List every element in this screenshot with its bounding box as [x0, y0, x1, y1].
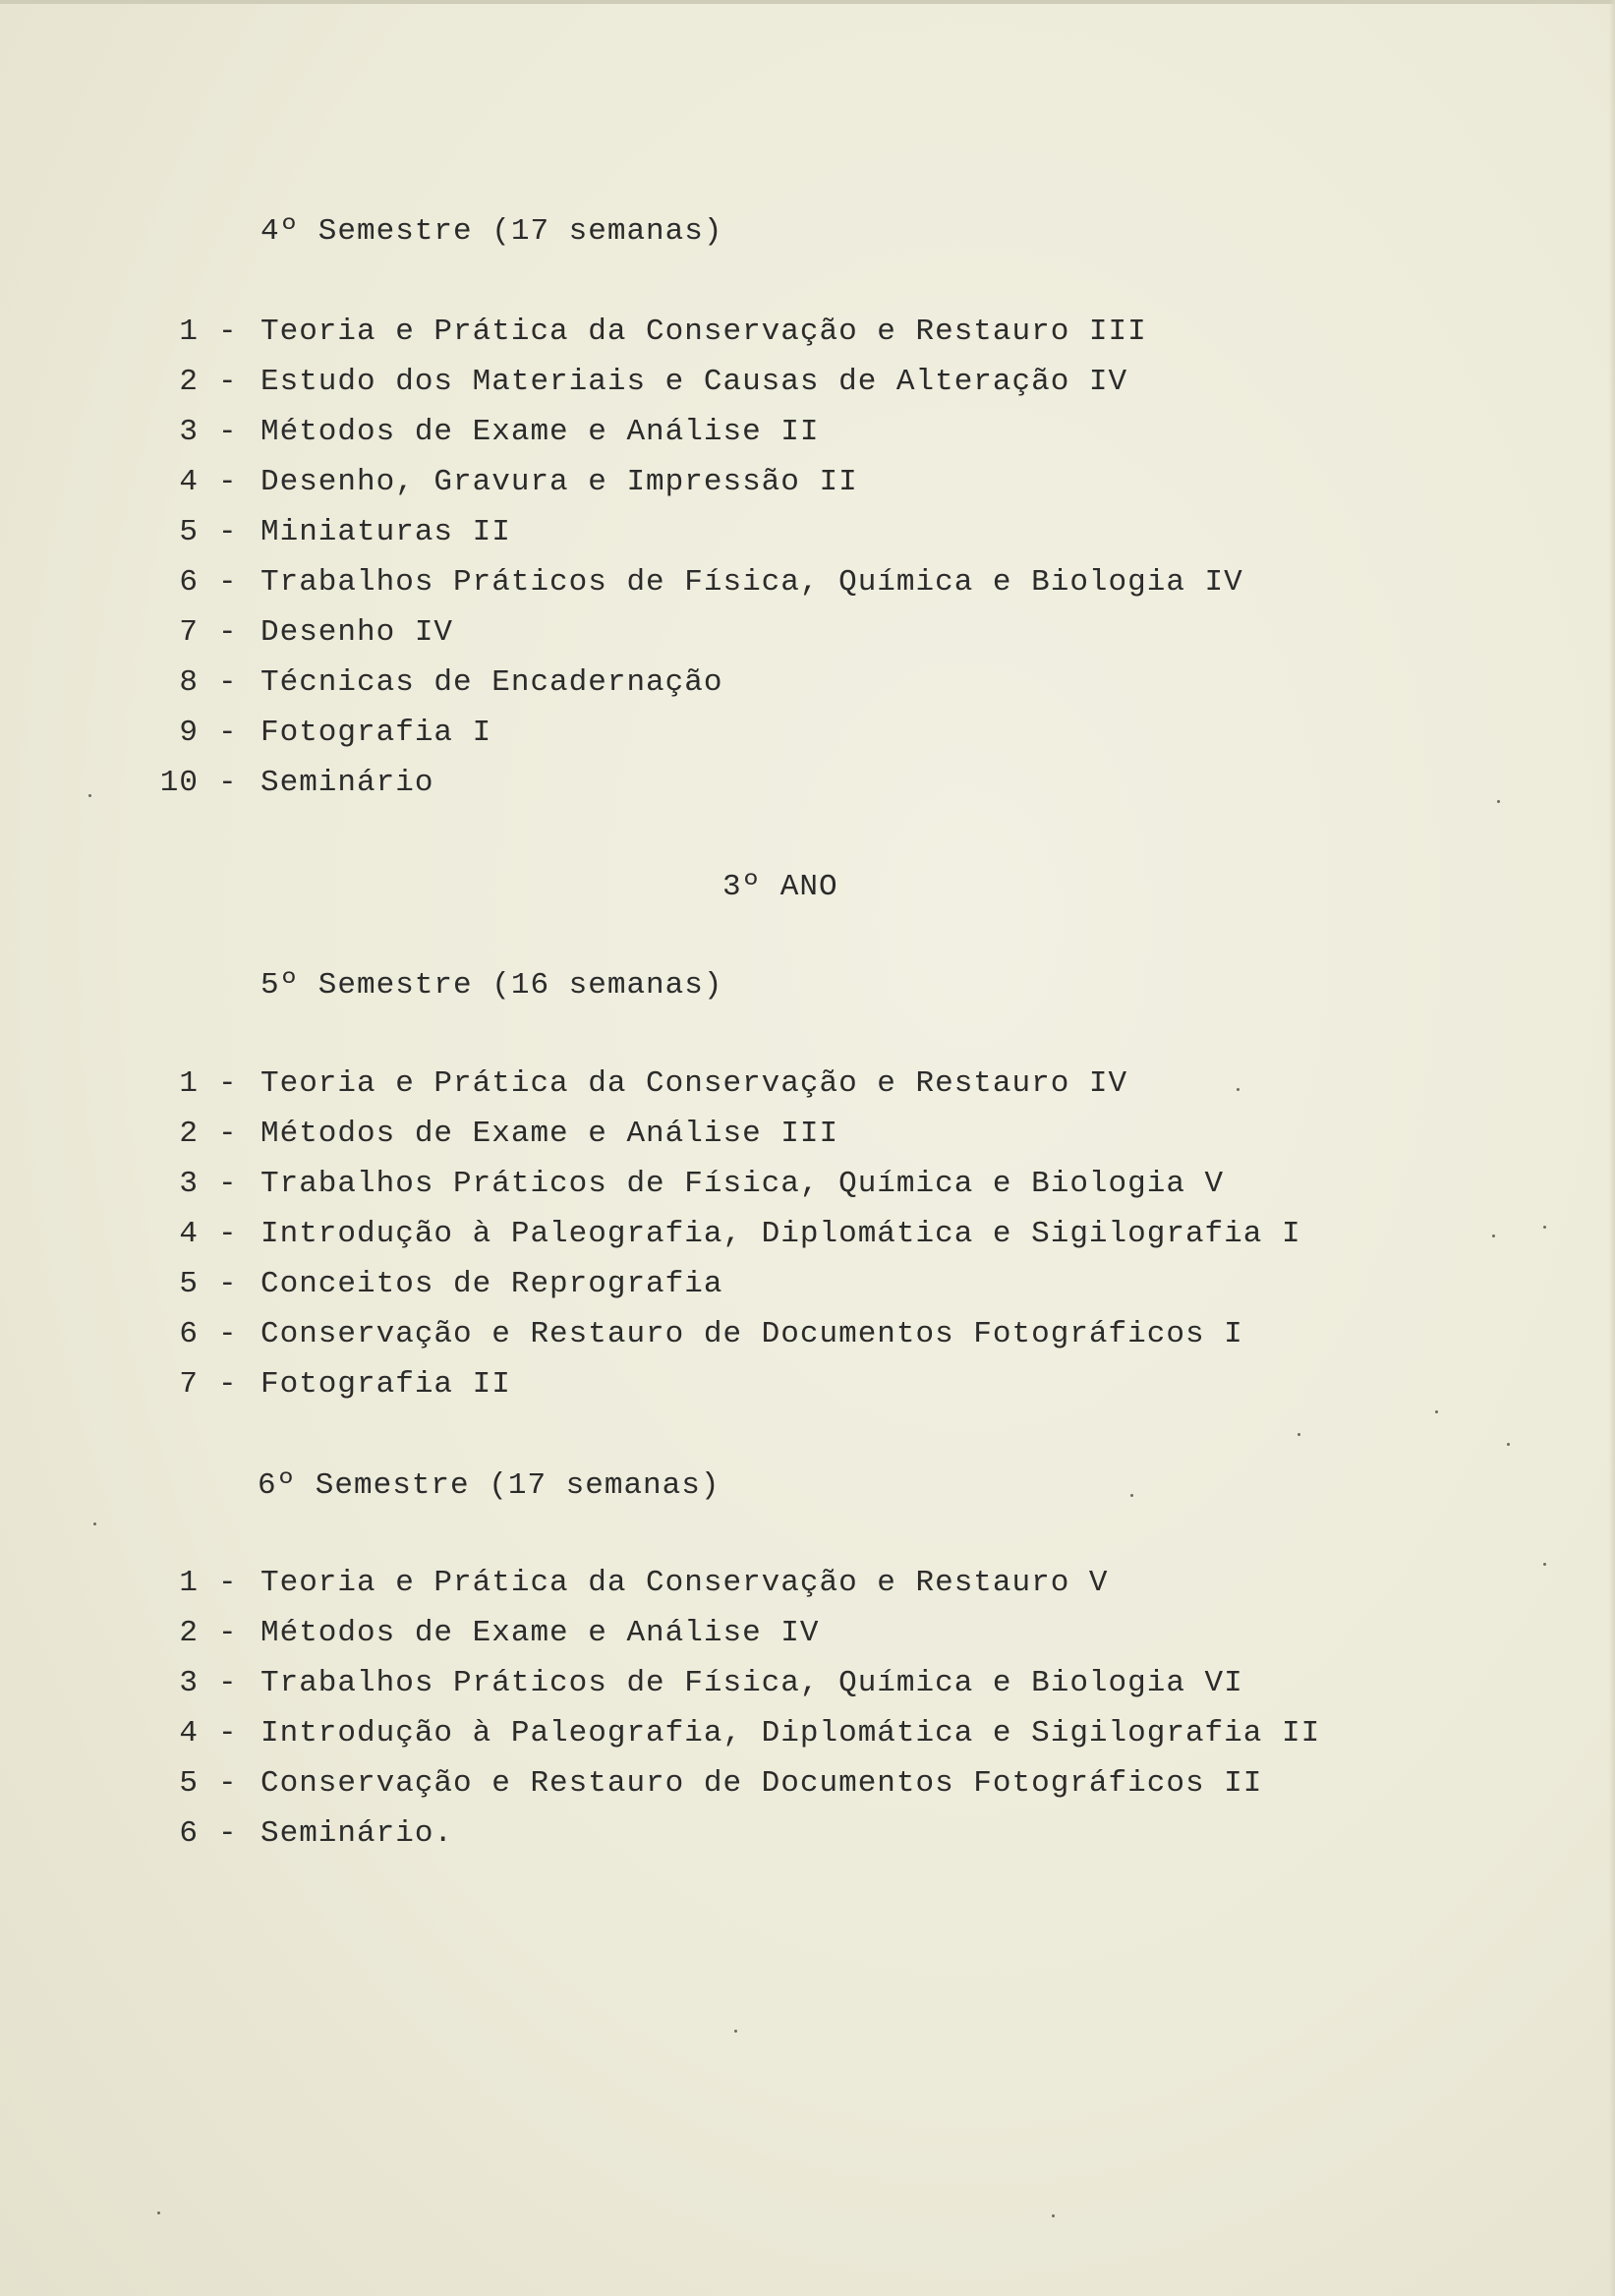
scan-speck — [1298, 1433, 1300, 1436]
item-number: 5 — [179, 1766, 199, 1801]
scan-speck — [1492, 1234, 1495, 1237]
item-number: 10 — [159, 766, 199, 800]
item-number: 6 — [179, 1816, 199, 1851]
course-name: Trabalhos Práticos de Física, Química e Biologia VI — [260, 1666, 1243, 1700]
course-name: Técnicas de Encadernação — [260, 665, 723, 700]
item-separator: - — [218, 1267, 238, 1301]
course-name: Estudo dos Materiais e Causas de Alteração IV — [260, 365, 1128, 399]
item-number: 1 — [179, 1566, 199, 1600]
course-name: Fotografia I — [260, 716, 492, 750]
semester-4-heading: 4º Semestre (17 semanas) — [260, 214, 723, 249]
item-number: 4 — [179, 1217, 199, 1251]
item-separator: - — [218, 1217, 238, 1251]
course-name: Introdução à Paleografia, Diplomática e Sigilografia I — [260, 1217, 1301, 1251]
course-name: Conservação e Restauro de Documentos Fotográficos II — [260, 1766, 1263, 1801]
item-number: 3 — [179, 415, 199, 449]
item-number: 4 — [179, 1716, 199, 1751]
item-number: 3 — [179, 1167, 199, 1201]
item-number: 5 — [179, 515, 199, 549]
item-separator: - — [218, 1766, 238, 1801]
course-name: Teoria e Prática da Conservação e Restauro III — [260, 315, 1147, 349]
course-name: Métodos de Exame e Análise II — [260, 415, 820, 449]
scan-speck — [1052, 2214, 1055, 2217]
item-separator: - — [218, 1367, 238, 1402]
scan-speck — [88, 794, 91, 797]
course-name: Métodos de Exame e Análise III — [260, 1117, 839, 1151]
scan-speck — [93, 1522, 96, 1525]
item-separator: - — [218, 465, 238, 499]
scan-speck — [1543, 1563, 1546, 1566]
scan-speck — [1543, 1226, 1546, 1229]
scan-speck — [1507, 1443, 1510, 1446]
item-number: 3 — [179, 1666, 199, 1700]
item-separator: - — [218, 365, 238, 399]
scan-speck — [1435, 1410, 1438, 1413]
item-number: 7 — [179, 615, 199, 650]
semester-6-heading: 6º Semestre (17 semanas) — [258, 1468, 721, 1503]
item-separator: - — [218, 766, 238, 800]
course-name: Trabalhos Práticos de Física, Química e Biologia IV — [260, 565, 1243, 600]
item-separator: - — [218, 415, 238, 449]
item-separator: - — [218, 565, 238, 600]
semester-5-heading: 5º Semestre (16 semanas) — [260, 968, 723, 1003]
page-top-edge — [0, 0, 1615, 4]
course-name: Trabalhos Práticos de Física, Química e Biologia V — [260, 1167, 1225, 1201]
course-name: Métodos de Exame e Análise IV — [260, 1616, 820, 1650]
year-heading: 3º ANO — [722, 870, 838, 904]
item-number: 4 — [179, 465, 199, 499]
item-separator: - — [218, 1666, 238, 1700]
item-number: 8 — [179, 665, 199, 700]
course-name: Introdução à Paleografia, Diplomática e Sigilografia II — [260, 1716, 1321, 1751]
item-number: 5 — [179, 1267, 199, 1301]
item-separator: - — [218, 665, 238, 700]
scan-speck — [734, 2030, 737, 2033]
scan-speck — [1497, 800, 1500, 803]
course-name: Conservação e Restauro de Documentos Fotográficos I — [260, 1317, 1243, 1351]
item-number: 2 — [179, 1616, 199, 1650]
course-name: Miniaturas II — [260, 515, 511, 549]
item-separator: - — [218, 515, 238, 549]
course-name: Teoria e Prática da Conservação e Restauro IV — [260, 1066, 1128, 1101]
item-separator: - — [218, 1167, 238, 1201]
item-separator: - — [218, 1317, 238, 1351]
page-right-edge — [1609, 0, 1615, 2296]
course-name: Desenho, Gravura e Impressão II — [260, 465, 858, 499]
course-name: Seminário. — [260, 1816, 454, 1851]
item-separator: - — [218, 716, 238, 750]
course-name: Desenho IV — [260, 615, 454, 650]
item-separator: - — [218, 1816, 238, 1851]
item-number: 6 — [179, 565, 199, 600]
item-separator: - — [218, 1566, 238, 1600]
item-separator: - — [218, 1117, 238, 1151]
course-name: Teoria e Prática da Conservação e Restauro V — [260, 1566, 1109, 1600]
item-number: 2 — [179, 365, 199, 399]
item-number: 7 — [179, 1367, 199, 1402]
course-name: Fotografia II — [260, 1367, 511, 1402]
item-number: 1 — [179, 315, 199, 349]
item-separator: - — [218, 1066, 238, 1101]
scan-speck — [157, 2211, 160, 2214]
item-separator: - — [218, 315, 238, 349]
item-separator: - — [218, 615, 238, 650]
item-number: 9 — [179, 716, 199, 750]
scan-speck — [1237, 1088, 1240, 1091]
item-number: 2 — [179, 1117, 199, 1151]
item-number: 6 — [179, 1317, 199, 1351]
scan-speck — [1130, 1494, 1133, 1497]
item-separator: - — [218, 1716, 238, 1751]
item-number: 1 — [179, 1066, 199, 1101]
course-name: Seminário — [260, 766, 434, 800]
course-name: Conceitos de Reprografia — [260, 1267, 723, 1301]
item-separator: - — [218, 1616, 238, 1650]
